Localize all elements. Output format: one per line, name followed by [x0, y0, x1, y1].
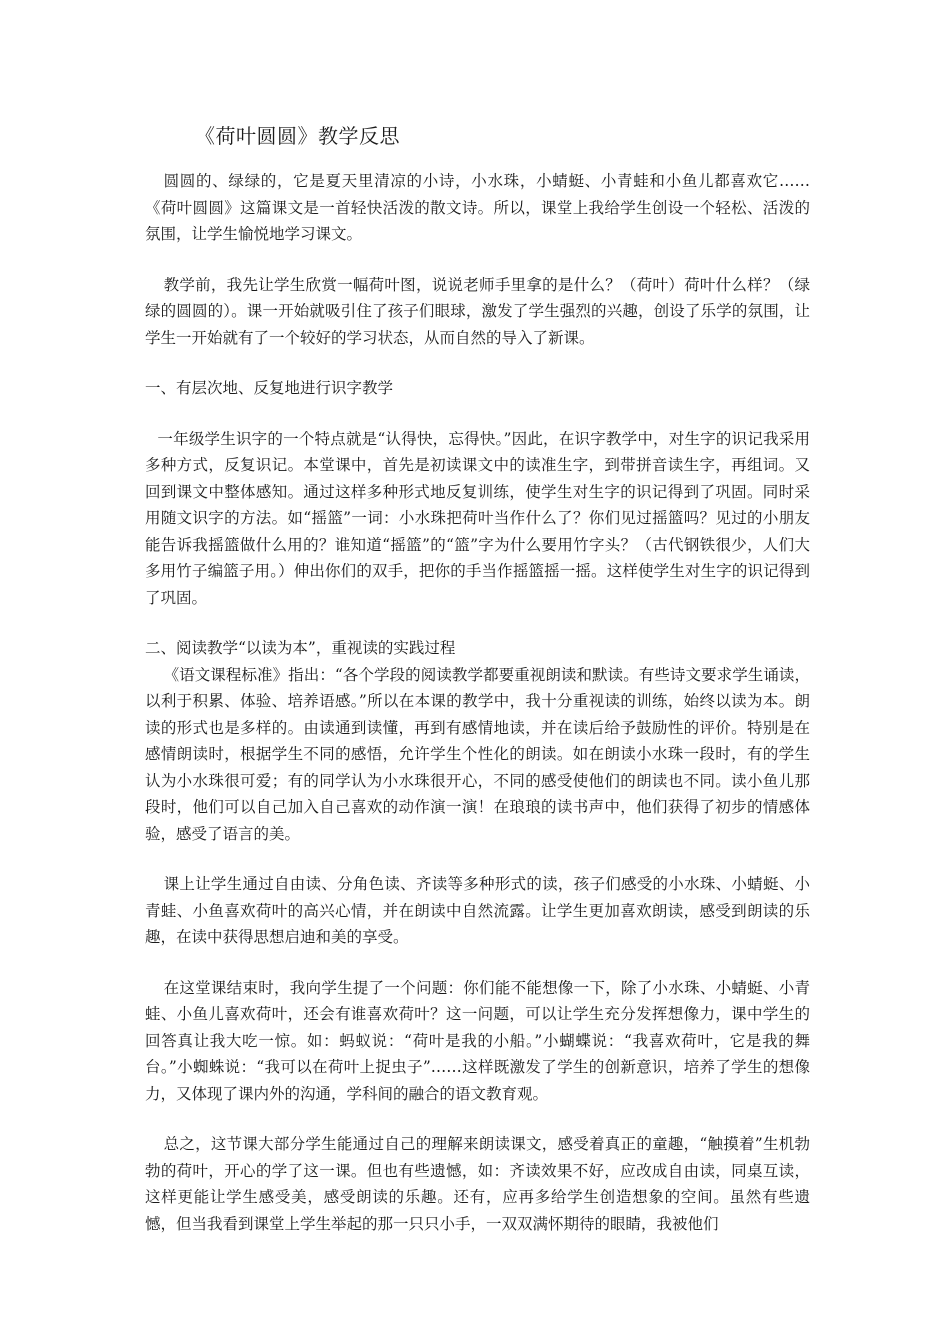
paragraph-intro: 圆圆的、绿绿的，它是夏天里清凉的小诗，小水珠，小蜻蜓、小青蛙和小鱼儿都喜欢它……《荷叶圆圆》这篇课文是一首轻快活泼的散文诗。所以，课堂上我给学生创设一个轻松、活泼的氛围，让学生愉悦地学习课文。 [145, 172, 810, 243]
section-heading-literacy: 一、有层次地、反复地进行识字教学 [145, 379, 394, 397]
document-page [145, 120, 810, 1237]
paragraph-imagination: 在这堂课结束时，我向学生提了一个问题：你们能不能想像一下，除了小水珠、小蜻蜓、小青蛙、小鱼儿喜欢荷叶，还会有谁喜欢荷叶？这一问题，可以让学生充分发挥想像力，课中学生的回答真让我大吃一惊。如：蚂蚁说：“荷叶是我的小船。”小蝴蝶说：“我喜欢荷叶，它是我的舞台。”小蜘蛛说：“我可以在荷叶上捉虫子”……这样既激发了学生的创新意识，培养了学生的想像力，又体现了课内外的沟通，学科间的融合的语文教育观。 [145, 978, 810, 1103]
document-title: 《荷叶圆圆》教学反思 [195, 124, 400, 148]
paragraph-lesson-start: 教学前，我先让学生欣赏一幅荷叶图，说说老师手里拿的是什么？（荷叶）荷叶什么样？（绿绿的圆圆的）。课一开始就吸引住了孩子们眼球，激发了学生强烈的兴趣，创设了乐学的氛围，让学生一开始就有了一个较好的学习状态，从而自然的导入了新课。 [145, 275, 810, 347]
paragraph-summary: 总之，这节课大部分学生能通过自己的理解来朗读课文，感受着真正的童趣，“触摸着”生机勃勃的荷叶，开心的学了这一课。但也有些遗憾，如：齐读效果不好，应改成自由读，同桌互读，这样更能让学生感受美，感受朗读的乐趣。还有，应再多给学生创造想象的空间。虽然有些遗憾，但当我看到课堂上学生举起的那一只只小手，一双双满怀期待的眼睛，我被他们 [145, 1135, 810, 1233]
section-heading-reading: 二、阅读教学“以读为本”，重视读的实践过程 [145, 639, 456, 657]
paragraph-literacy: 一年级学生识字的一个特点就是“认得快，忘得快。”因此，在识字教学中，对生字的识记我采用多种方式，反复识记。本堂课中，首先是初读课文中的读准生字，到带拼音读生字，再组词。又回到课文中整体感知。通过这样多种形式地反复训练，使学生对生字的识记得到了巩固。同时采用随文识字的方法。如“摇篮”一词：小水珠把荷叶当作什么了？你们见过摇篮吗？见过的小朋友能告诉我摇篮做什么用的？谁知道“摇篮”的“篮”字为什么要用竹字头？（古代钢铁很少，人们大多用竹子编篮子用。）伸出你们的双手，把你的手当作摇篮摇一摇。这样使学生对生字的识记得到了巩固。 [145, 429, 810, 607]
paragraph-reading-forms: 课上让学生通过自由读、分角色读、齐读等多种形式的读，孩子们感受的小水珠、小蜻蜓、小青蛙、小鱼喜欢荷叶的高兴心情，并在朗读中自然流露。让学生更加喜欢朗读，感受到朗读的乐趣，在读中获得思想启迪和美的享受。 [145, 875, 810, 946]
paragraph-curriculum-standard: 《语文课程标准》指出：“各个学段的阅读教学都要重视朗读和默读。有些诗文要求学生诵读，以利于积累、体验、培养语感。”所以在本课的教学中，我十分重视读的训练，始终以读为本。朗读的形式也是多样的。由读通到读懂，再到有感情地读，并在读后给予鼓励性的评价。特别是在感情朗读时，根据学生不同的感悟，允许学生个性化的朗读。如在朗读小水珠一段时，有的学生认为小水珠很可爱；有的同学认为小水珠很开心，不同的感受使他们的朗读也不同。读小鱼儿那段时，他们可以自己加入自己喜欢的动作演一演！在琅琅的读书声中，他们获得了初步的情感体验，感受了语言的美。 [145, 665, 810, 843]
